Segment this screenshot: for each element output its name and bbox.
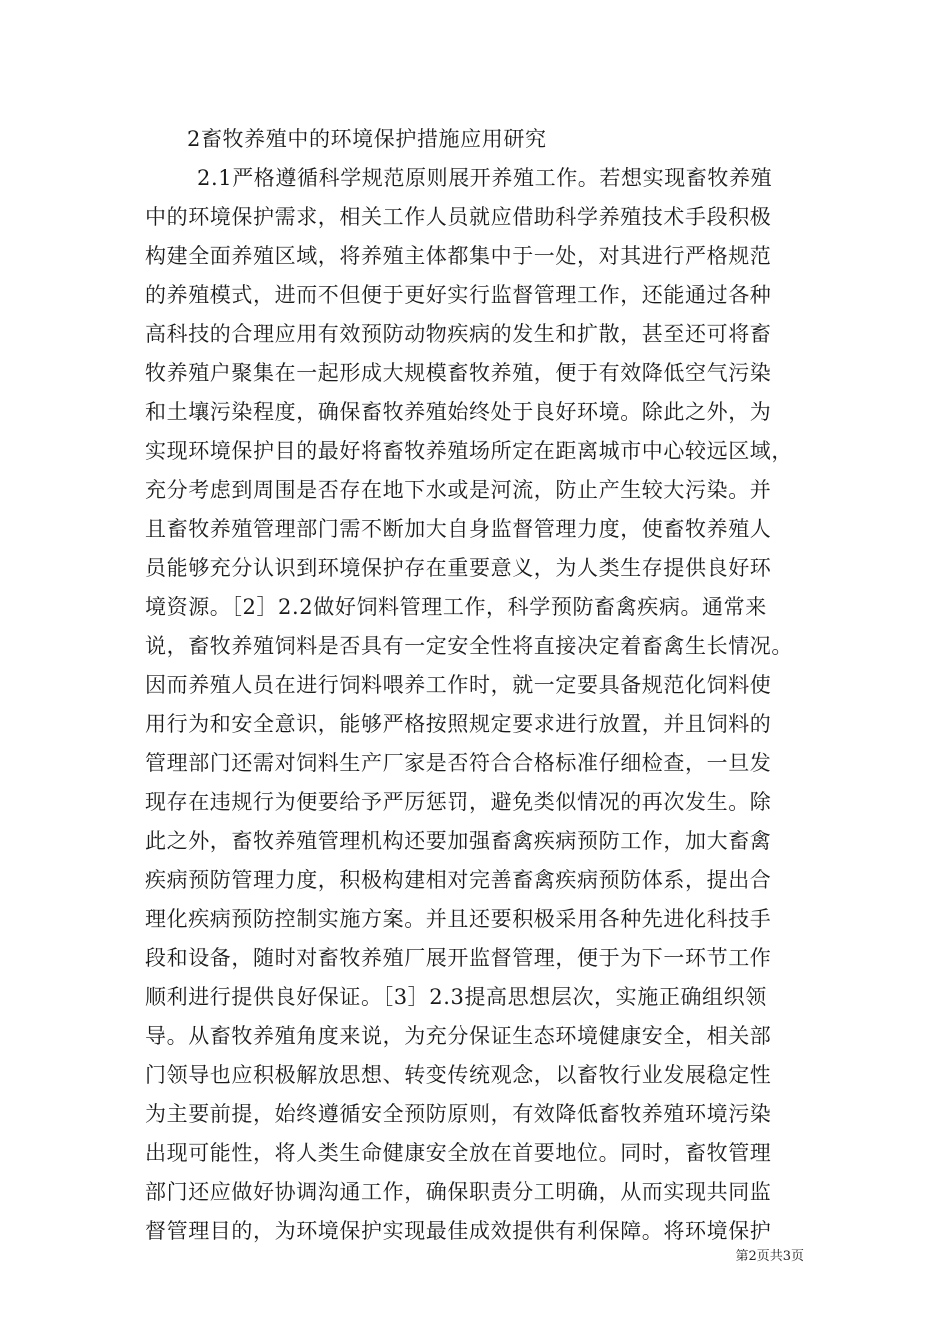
paragraph-line: 为主要前提，始终遵循安全预防原则，有效降低畜牧养殖环境污染 <box>145 1102 772 1126</box>
paragraph-line: 导。从畜牧养殖角度来说，为充分保证生态环境健康安全，相关部 <box>145 1024 772 1048</box>
paragraph-line: 2.1严格遵循科学规范原则展开养殖工作。若想实现畜牧养殖 <box>197 166 773 190</box>
body-text <box>145 120 825 1251</box>
paragraph-line: 实现环境保护目的最好将畜牧养殖场所定在距离城市中心较远区域， <box>145 439 793 463</box>
paragraph-line: 段和设备，随时对畜牧养殖厂展开监督管理，便于为下一环节工作 <box>145 946 772 970</box>
paragraph-line: 管理部门还需对饲料生产厂家是否符合合格标准仔细检查，一旦发 <box>145 751 772 775</box>
paragraph-line: 说，畜牧养殖饲料是否具有一定安全性将直接决定着畜禽生长情况。 <box>145 634 793 658</box>
paragraph-line: 疾病预防管理力度，积极构建相对完善畜禽疾病预防体系，提出合 <box>145 868 772 892</box>
paragraph-line: 牧养殖户聚集在一起形成大规模畜牧养殖，便于有效降低空气污染 <box>145 361 772 385</box>
paragraph-line: 高科技的合理应用有效预防动物疾病的发生和扩散，甚至还可将畜 <box>145 322 772 346</box>
paragraph-line: 现存在违规行为便要给予严厉惩罚，避免类似情况的再次发生。除 <box>145 790 772 814</box>
paragraph-line: 和土壤污染程度，确保畜牧养殖始终处于良好环境。除此之外，为 <box>145 400 772 424</box>
paragraph-line: 员能够充分认识到环境保护存在重要意义，为人类生存提供良好环 <box>145 556 772 580</box>
paragraph-line: 且畜牧养殖管理部门需不断加大自身监督管理力度，使畜牧养殖人 <box>145 517 772 541</box>
paragraph-line: 的养殖模式，进而不但便于更好实行监督管理工作，还能通过各种 <box>145 283 772 307</box>
paragraph-line: 充分考虑到周围是否存在地下水或是河流，防止产生较大污染。并 <box>145 478 772 502</box>
paragraph-line: 因而养殖人员在进行饲料喂养工作时，就一定要具备规范化饲料使 <box>145 673 772 697</box>
paragraph-line: 构建全面养殖区域，将养殖主体都集中于一处，对其进行严格规范 <box>145 244 772 268</box>
paragraph-line: 顺利进行提供良好保证。［3］2.3提高思想层次，实施正确组织领 <box>145 985 767 1009</box>
paragraph-line: 此之外，畜牧养殖管理机构还要加强畜禽疾病预防工作，加大畜禽 <box>145 829 772 853</box>
paragraph-line: 理化疾病预防控制实施方案。并且还要积极采用各种先进化科技手 <box>145 907 772 931</box>
paragraph-line: 督管理目的，为环境保护实现最佳成效提供有利保障。将环境保护 <box>145 1219 772 1243</box>
paragraph-line: 中的环境保护需求，相关工作人员就应借助科学养殖技术手段积极 <box>145 205 772 229</box>
page-number: 第2页共3页 <box>735 1249 804 1264</box>
paragraph-line: 境资源。［2］2.2做好饲料管理工作，科学预防畜禽疾病。通常来 <box>145 595 767 619</box>
paragraph-line: 门领导也应积极解放思想、转变传统观念，以畜牧行业发展稳定性 <box>145 1063 772 1087</box>
paragraph-line: 部门还应做好协调沟通工作，确保职责分工明确，从而实现共同监 <box>145 1180 772 1204</box>
paragraph-line: 用行为和安全意识，能够严格按照规定要求进行放置，并且饲料的 <box>145 712 772 736</box>
section-heading: 2畜牧养殖中的环境保护措施应用研究 <box>187 127 547 151</box>
paragraph-line: 出现可能性，将人类生命健康安全放在首要地位。同时，畜牧管理 <box>145 1141 772 1165</box>
